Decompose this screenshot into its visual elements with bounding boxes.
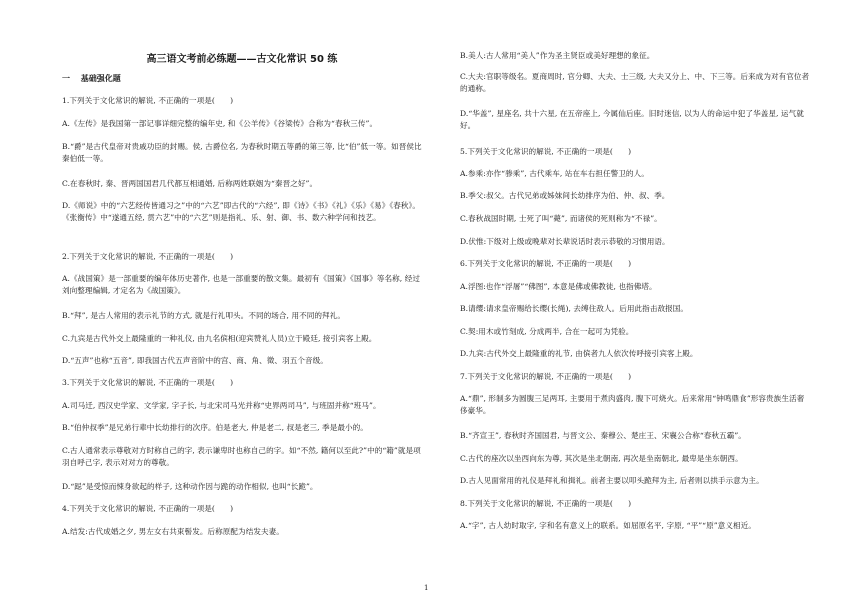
answer-option: D.《师说》中的“六艺经传皆通习之”中的“六艺”即古代的“六经”, 即《诗》《书》《礼》《乐》《易》《春秋》。《张衡传》中“遂通五经, 贯六艺”中的“六艺”则是指礼、乐、射、御、书、数六种学问和技艺。 [62,201,421,222]
answer-option: C.春秋战国时期, 士死了叫“薨”, 而诸侯的死则称为“不禄”。 [460,214,662,223]
document-title: 高三语文考前必练题——古文化常识 50 练 [146,54,338,65]
answer-option: D.“跽”是受惊而悚身欲起的样子, 这种动作因与跪的动作相似, 也叫“长跪”。 [62,482,318,491]
answer-option: B.“伯仲叔季”是兄弟行辈中长幼排行的次序。伯是老大, 仲是老二, 叔是老三, 季是最小的。 [62,423,368,432]
answer-option: D.古人见面常用的礼仪是拜礼和揖礼。前者主要以叩头跪拜为主, 后者则以拱手示意为主。 [460,476,764,485]
section-heading: 一 基础强化题 [62,74,121,83]
page-number: 1 [424,584,429,592]
question-stem: 8.下列关于文化常识的解说, 不正确的一项是( ) [460,499,632,508]
question-stem: 5.下列关于文化常识的解说, 不正确的一项是( ) [460,147,632,156]
answer-option: A.《战国策》是一部重要的编年体历史著作, 也是一部重要的散文集。最初有《国策》《国事》等名称, 经过刘向整理编辑, 才定名为《战国策》。 [62,274,421,295]
answer-option: B.请缨:请求皇帝赐给长缨(长绳), 去缚住敌人。后用此指击敌报国。 [460,304,689,313]
answer-option: A.司马迁, 西汉史学家、文学家, 字子长, 与北宋司马光并称“史界两司马”, 与班固并称“班马”。 [62,401,381,410]
answer-option: B.“齐宣王”, 春秋时齐国国君, 与晋文公、秦穆公、楚庄王、宋襄公合称“春秋五霸”。 [460,431,746,440]
question-stem: 4.下列关于文化常识的解说, 不正确的一项是( ) [62,504,234,513]
question-stem: 2.下列关于文化常识的解说, 不正确的一项是( ) [62,252,234,261]
answer-option: B.“拜”, 是古人常用的表示礼节的方式, 就是行礼叩头。不同的场合, 用不同的拜礼。 [62,311,345,320]
question-stem: 3.下列关于文化常识的解说, 不正确的一项是( ) [62,378,234,387]
answer-option: A.“字”, 古人幼时取字, 字和名有意义上的联系。如屈原名平, 字原, “平”“原”意义相近。 [460,521,756,530]
answer-option: C.九宾是古代外交上最隆重的一种礼仪, 由九名傧相(迎宾赞礼人员)立于殿廷, 接引宾客上殿。 [62,334,377,343]
question-stem: 1.下列关于文化常识的解说, 不正确的一项是( ) [62,96,234,105]
answer-option: D.伏惟:下级对上级或晚辈对长辈说话时表示恭敬的习惯用语。 [460,237,670,246]
answer-option: A.浮图:也作“浮屠”“佛图”, 本意是佛或佛教徒, 也指佛塔。 [460,282,657,291]
answer-option: A.参乘:亦作“骖乘”, 古代乘车, 站在车右担任警卫的人。 [460,169,649,178]
question-stem: 7.下列关于文化常识的解说, 不正确的一项是( ) [460,372,632,381]
question-stem: 6.下列关于文化常识的解说, 不正确的一项是( ) [460,259,632,268]
answer-option: B.美人:古人常用“美人”作为圣主贤臣或美好理想的象征。 [460,51,655,60]
answer-option: C.古人通常表示尊敬对方时称自己的字, 表示谦卑时也称自己的字。如“不然, 籍何以至此?”中的“籍”就是项羽自呼己字, 表示对对方的尊敬。 [62,446,421,467]
answer-option: B.“爵”是古代皇帝对贵戚功臣的封赐。侯, 古爵位名, 为春秋时期五等爵的第三等, 比“伯”低一等。如晋侯比秦伯低一等。 [62,142,422,163]
answer-option: D.“五声”也称“五音”, 即我国古代五声音阶中的宫、商、角、徵、羽五个音级。 [62,356,328,365]
answer-option: C.在春秋时, 秦、晋两国国君几代都互相通婚, 后称两姓联姻为“秦晋之好”。 [62,179,318,188]
answer-option: A.“鼎”, 形制多为圆腹三足两耳, 主要用于煮肉盛肉, 腹下可烧火。后来常用“钟鸣鼎食”形容贵族生活奢侈豪华。 [460,394,805,415]
answer-option: C.古代的座次以坐西向东为尊, 其次是坐北朝南, 再次是坐南朝北, 最卑是坐东朝西。 [460,454,743,463]
answer-option: A.结发:古代成婚之夕, 男左女右共束髻发。后称原配为结发夫妻。 [62,527,284,536]
answer-option: D.“华盖”, 星座名, 共十六星, 在五帝座上, 今属仙后座。旧时迷信, 以为人的命运中犯了华盖星, 运气就好。 [460,109,804,130]
answer-option: C.大夫:官职等级名。夏商周时, 官分卿、大夫、士三级, 大夫又分上、中、下三等。后来成为对有官位者的通称。 [460,72,810,93]
answer-option: A.《左传》是我国第一部记事详细完整的编年史, 和《公羊传》《谷梁传》合称为“春秋三传”。 [62,119,378,128]
answer-option: B.季父:叔父。古代兄弟或姊妹间长幼排序为伯、仲、叔、季。 [460,191,670,200]
answer-option: D.九宾:古代外交上最隆重的礼节, 由傧者九人依次传呼接引宾客上殿。 [460,349,698,358]
answer-option: C.契:用木或竹刻成, 分成两半, 合在一起可为凭验。 [460,327,634,336]
